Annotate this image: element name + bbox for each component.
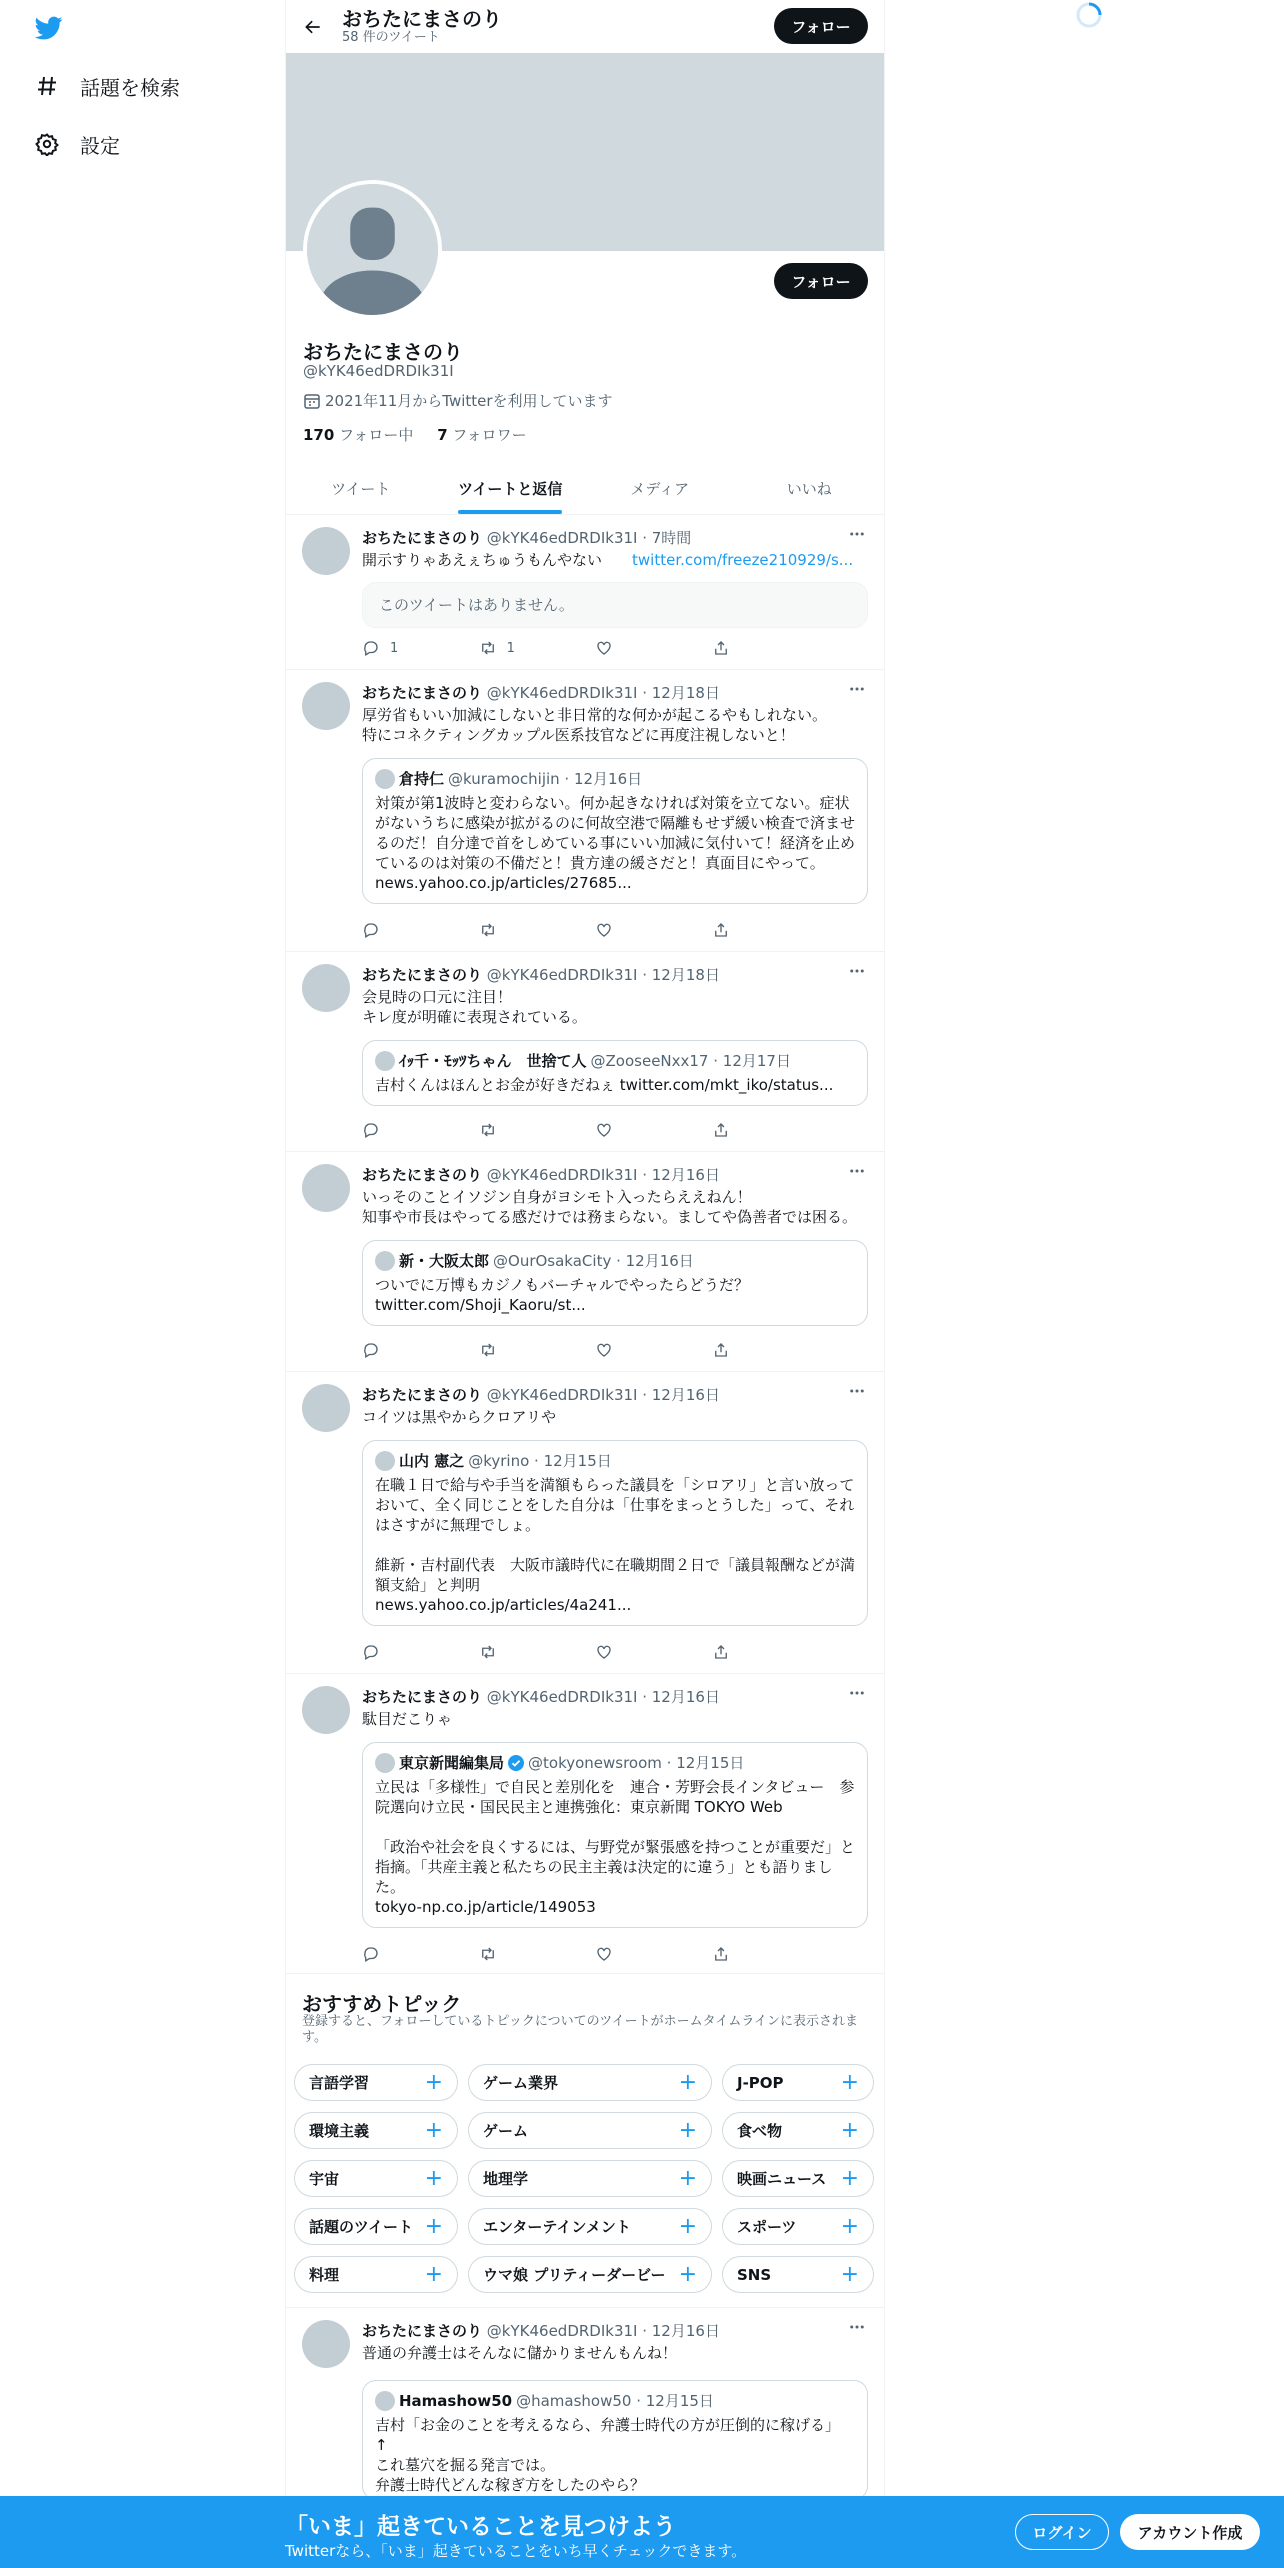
hashtag-icon <box>34 73 60 99</box>
retweet-icon <box>479 639 497 657</box>
tweet-author[interactable]: おちたにまさのり <box>362 529 483 547</box>
retweet-button[interactable] <box>479 1642 559 1662</box>
followers-label: フォロワー <box>452 426 527 444</box>
share-button[interactable] <box>712 1642 792 1662</box>
topics-title: おすすめトピック <box>302 1992 462 2016</box>
main-column <box>285 0 885 2568</box>
plus-icon[interactable]: + <box>840 2166 859 2191</box>
share-button[interactable] <box>712 1120 792 1140</box>
retweet-button[interactable] <box>479 1120 559 1140</box>
plus-icon[interactable]: + <box>678 2214 697 2239</box>
quote-author: 山内 憲之 <box>399 1452 465 1470</box>
tweet-header <box>362 527 691 548</box>
topic-chip[interactable] <box>294 2160 458 2197</box>
tweet-avatar[interactable] <box>302 527 350 575</box>
reply-icon <box>362 1121 380 1139</box>
quote-unavailable: このツイートはありません。 <box>362 582 868 628</box>
profile-stats <box>303 424 527 445</box>
tweet[interactable] <box>286 670 884 952</box>
tweet-header <box>362 1384 720 1405</box>
quote-avatar <box>375 1051 395 1071</box>
share-icon <box>712 921 730 939</box>
quote-text: 立民は「多様性」で自民と差別化を 連合・芳野会長インタビュー 参院選向け立民・国民民主と連携強化：東京新聞 TOKYO Web 「政治や社会を良くするには、与野党が緊張感を持つことが重要だ」と指摘。「共産主義と私たちの民主主義は決定的に違う」とも語りました。 tokyo-np.co.jp/article/149053 <box>375 1778 856 1916</box>
retweet-icon <box>479 1341 497 1359</box>
plus-icon[interactable]: + <box>678 2166 697 2191</box>
tweet-text: 駄目だこりゃ <box>362 1710 453 1728</box>
quote-meta: @kyrino · 12月15日 <box>468 1452 612 1470</box>
joined-text: 2021年11月からTwitterを利用しています <box>325 392 613 410</box>
retweet-button[interactable] <box>479 1340 559 1360</box>
quote-meta: @ZooseeNxx17 · 12月17日 <box>590 1052 791 1070</box>
tweet-avatar[interactable] <box>302 1686 350 1734</box>
tweet-author[interactable]: おちたにまさのり <box>362 684 483 702</box>
topic-label: 映画ニュース <box>737 2170 827 2188</box>
tweet-actions <box>362 1944 792 1964</box>
topic-label: エンターテインメント <box>483 2218 631 2236</box>
topics-subtitle: 登録すると、フォローしているトピックについてのツイートがホームタイムラインに表示されます。 <box>302 2014 859 2045</box>
quoted-tweet[interactable] <box>362 1040 868 1106</box>
like-button[interactable] <box>595 1120 675 1140</box>
followers-link[interactable] <box>437 426 526 444</box>
share-icon <box>712 1945 730 1963</box>
tweet[interactable] <box>286 2308 884 2496</box>
quote-text: 在職１日で給与や手当を満額もらった議員を「シロアリ」と言い放っておいて、全く同じことをした自分は「仕事をまっとうした」って、それはさすがに無理でしょ。 維新・吉村副代表 大阪市議時代に在職期間２日で「議員報酬などが満額支給」と判明 news.yahoo.co.jp/articles/4a241... <box>375 1476 856 1614</box>
login-button[interactable]: ログイン <box>1015 2514 1109 2550</box>
more-icon[interactable] <box>846 678 868 700</box>
more-icon[interactable] <box>846 1160 868 1182</box>
quoted-tweet[interactable] <box>362 1240 868 1326</box>
like-button[interactable] <box>595 1340 675 1360</box>
tab-tweets[interactable]: ツイート <box>331 479 391 498</box>
plus-icon[interactable]: + <box>424 2262 443 2287</box>
share-button[interactable] <box>712 638 792 658</box>
share-icon <box>712 1121 730 1139</box>
tweet-meta[interactable]: @kYK46edDRDIk31I · 12月16日 <box>486 1688 720 1706</box>
followers-count: 7 <box>437 426 448 444</box>
topic-chip[interactable] <box>294 2256 458 2293</box>
tweet-meta[interactable]: @kYK46edDRDIk31I · 12月16日 <box>486 1386 720 1404</box>
retweet-button[interactable] <box>479 920 559 940</box>
quote-text: 吉村くんはほんとお金が好きだねぇ twitter.com/mkt_iko/status... <box>375 1076 834 1094</box>
signup-banner-title: 「いま」起きていることを見つけよう <box>285 2514 676 2540</box>
like-icon <box>595 1945 613 1963</box>
signup-banner <box>0 2496 1284 2568</box>
following-label: フォロー中 <box>339 426 414 444</box>
tweet-actions <box>362 1642 792 1662</box>
quote-meta: @OurOsakaCity · 12月16日 <box>493 1252 694 1270</box>
topic-label: 食べ物 <box>737 2122 783 2140</box>
retweet-count: 1 <box>506 640 515 656</box>
retweet-icon <box>479 1945 497 1963</box>
share-button[interactable] <box>712 1340 792 1360</box>
quote-avatar <box>375 1753 395 1773</box>
topic-label: 言語学習 <box>309 2074 370 2092</box>
topic-chip[interactable] <box>722 2064 874 2101</box>
signup-button[interactable]: アカウント作成 <box>1120 2514 1260 2550</box>
quote-avatar <box>375 2391 395 2411</box>
share-icon <box>712 639 730 657</box>
tweet-avatar[interactable] <box>302 1164 350 1212</box>
reply-count: 1 <box>390 640 399 656</box>
tweet-header <box>362 1164 720 1185</box>
nav-item-settings[interactable] <box>34 124 120 164</box>
tab-likes[interactable]: いいね <box>786 479 832 498</box>
tweet-text: 厚労省もいい加減にしないと非日常的な何かが起こるやもしれない。 特にコネクティングカップル医系技官などに再度注視しないと！ <box>362 706 828 744</box>
quote-avatar <box>375 1251 395 1271</box>
topic-label: SNS <box>737 2265 772 2284</box>
quote-avatar <box>375 769 395 789</box>
more-icon[interactable] <box>846 1380 868 1402</box>
share-button[interactable] <box>712 1944 792 1964</box>
reply-button[interactable] <box>362 638 442 658</box>
reply-icon <box>362 1643 380 1661</box>
quote-author: 東京新聞編集局 <box>399 1754 505 1772</box>
like-icon <box>595 1643 613 1661</box>
tweet-actions <box>362 920 792 940</box>
recommended-topics <box>286 1974 884 2308</box>
top-bar <box>286 0 884 53</box>
tweet-link[interactable]: twitter.com/freeze210929/s... <box>632 551 854 569</box>
tweet-author[interactable]: おちたにまさのり <box>362 1166 483 1184</box>
like-icon <box>595 921 613 939</box>
share-button[interactable] <box>712 920 792 940</box>
reply-button[interactable] <box>362 1340 442 1360</box>
quote-text: 吉村「お金のことを考えるなら、弁護士時代の方が圧倒的に稼げる」 ↑ これ墓穴を掘る発言では。 弁護士時代どんな稼ぎ方をしたのやら？ <box>375 2416 841 2494</box>
quote-text: 対策が第1波時と変わらない。何か起きなければ対策を立てない。症状がないうちに感染が拡がるのに何故空港で隔離もせず緩い検査で済ませるのだ！自分達で首をしめている事にいい加減に気付いて！経済を止めているのは対策の不備だと！貴方達の緩さだと！真面目にやって。 news.yahoo.co.jp/articles/27685... <box>375 794 856 892</box>
tweet[interactable] <box>286 515 884 670</box>
topic-chip[interactable] <box>722 2160 874 2197</box>
signup-banner-subtitle: Twitterなら、「いま」起きていることをいち早くチェックできます。 <box>285 2542 747 2560</box>
like-button[interactable] <box>595 638 675 658</box>
follow-button[interactable]: フォロー <box>774 263 868 299</box>
tweet-avatar[interactable] <box>302 964 350 1012</box>
plus-icon[interactable]: + <box>840 2070 859 2095</box>
like-icon <box>595 639 613 657</box>
plus-icon[interactable]: + <box>678 2262 697 2287</box>
tweet-author[interactable]: おちたにまさのり <box>362 1688 483 1706</box>
quoted-tweet[interactable] <box>362 2380 868 2500</box>
tweet-text: 普通の弁護士はそんなに儲かりませんもんね！ <box>362 2344 678 2362</box>
topic-chip[interactable] <box>294 2064 458 2101</box>
tweet-meta[interactable]: @kYK46edDRDIk31I · 12月18日 <box>486 966 720 984</box>
nav-item-explore[interactable] <box>34 66 180 106</box>
reply-button[interactable] <box>362 1642 442 1662</box>
plus-icon[interactable]: + <box>840 2262 859 2287</box>
tweet[interactable] <box>286 1152 884 1372</box>
tweet[interactable] <box>286 1372 884 1674</box>
topic-chip[interactable] <box>468 2112 712 2149</box>
tweet-avatar[interactable] <box>302 682 350 730</box>
reply-icon <box>362 1945 380 1963</box>
share-icon <box>712 1643 730 1661</box>
profile-name: おちたにまさのり <box>303 340 463 364</box>
tweet[interactable] <box>286 1674 884 1974</box>
tweet-meta[interactable]: @kYK46edDRDIk31I · 7時間 <box>486 529 692 547</box>
tweet-header <box>362 682 720 703</box>
tweet-text-content: 開示すりゃあえぇちゅうもんやない <box>362 551 603 569</box>
reply-button[interactable] <box>362 1120 442 1140</box>
topic-chip[interactable] <box>468 2208 712 2245</box>
quoted-tweet[interactable] <box>362 1440 868 1626</box>
topic-chip[interactable] <box>468 2160 712 2197</box>
plus-icon[interactable]: + <box>840 2214 859 2239</box>
tweet-actions <box>362 1340 792 1360</box>
tweet-text: コイツは黒やからクロアリや <box>362 1408 556 1426</box>
tweet-avatar[interactable] <box>302 1384 350 1432</box>
topic-label: 宇宙 <box>309 2170 340 2188</box>
plus-icon[interactable]: + <box>840 2118 859 2143</box>
profile-tabs <box>286 462 884 515</box>
nav-item-settings-label: 設定 <box>80 133 120 158</box>
quote-author: 倉持仁 <box>399 770 445 788</box>
plus-icon[interactable]: + <box>424 2214 443 2239</box>
nav-item-explore-label: 話題を検索 <box>80 75 180 100</box>
tweet-text: 会見時の口元に注目！ キレ度が明確に表現されている。 <box>362 988 587 1026</box>
tweet-count: 58 件のツイート <box>342 30 440 45</box>
topic-label: ウマ娘 プリティーダービー <box>483 2266 666 2284</box>
more-icon[interactable] <box>846 523 868 545</box>
quote-meta: @kuramochijin · 12月16日 <box>448 770 643 788</box>
more-icon[interactable] <box>846 1682 868 1704</box>
more-icon[interactable] <box>846 2316 868 2338</box>
tweet-author[interactable]: おちたにまさのり <box>362 1386 483 1404</box>
quote-author: Hamashow50 <box>399 2392 513 2410</box>
tab-tweets-and-replies[interactable]: ツイートと返信 <box>436 462 586 514</box>
topic-label: 環境主義 <box>309 2122 370 2140</box>
quote-meta: @hamashow50 · 12月15日 <box>516 2392 714 2410</box>
topic-label: 地理学 <box>483 2170 529 2188</box>
quote-text: ついでに万博もカジノもバーチャルでやったらどうだ？ twitter.com/Shoji_Kaoru/st... <box>375 1276 749 1314</box>
topbar-profile-name: おちたにまさのり <box>342 7 502 31</box>
like-button[interactable] <box>595 1944 675 1964</box>
avatar[interactable] <box>303 180 442 319</box>
twitter-logo-icon[interactable] <box>34 14 64 42</box>
topic-chip[interactable] <box>294 2112 458 2149</box>
quote-avatar <box>375 1451 395 1471</box>
verified-icon <box>508 1755 524 1771</box>
tweet-text: いっそのことイソジン自身がヨシモト入ったらええねん！ 知事や市長はやってる感だけでは務まらない。ましてや偽善者では困る。 <box>362 1188 858 1226</box>
like-button[interactable] <box>595 920 675 940</box>
profile-joined <box>303 390 613 411</box>
plus-icon[interactable]: + <box>424 2166 443 2191</box>
topic-chip[interactable] <box>722 2256 874 2293</box>
tweet-author[interactable]: おちたにまさのり <box>362 966 483 984</box>
more-icon[interactable] <box>846 960 868 982</box>
retweet-button[interactable] <box>479 638 559 658</box>
quoted-tweet[interactable] <box>362 758 868 904</box>
retweet-icon <box>479 1643 497 1661</box>
retweet-icon <box>479 921 497 939</box>
plus-icon[interactable]: + <box>678 2118 697 2143</box>
quote-meta: @tokyonewsroom · 12月15日 <box>528 1754 745 1772</box>
profile-handle: @kYK46edDRDIk31I <box>303 362 454 380</box>
tweet-header <box>362 964 720 985</box>
topic-chip[interactable] <box>722 2208 874 2245</box>
plus-icon[interactable]: + <box>424 2118 443 2143</box>
topic-label: 話題のツイート <box>309 2218 413 2236</box>
plus-icon[interactable]: + <box>678 2070 697 2095</box>
tweet-header <box>362 1686 720 1707</box>
like-icon <box>595 1341 613 1359</box>
following-count: 170 <box>303 426 335 444</box>
tweet-text <box>362 550 872 570</box>
topic-chip[interactable] <box>468 2256 712 2293</box>
reply-button[interactable] <box>362 920 442 940</box>
tab-media[interactable]: メディア <box>630 479 690 498</box>
back-arrow-icon[interactable] <box>298 12 328 42</box>
spinner-icon <box>1076 2 1102 28</box>
following-link[interactable] <box>303 426 413 444</box>
quoted-tweet[interactable] <box>362 1742 868 1928</box>
reply-icon <box>362 639 380 657</box>
calendar-icon <box>303 392 321 410</box>
topic-label: スポーツ <box>737 2218 797 2236</box>
like-icon <box>595 1121 613 1139</box>
retweet-icon <box>479 1121 497 1139</box>
tweet[interactable] <box>286 952 884 1152</box>
topic-chip[interactable] <box>722 2112 874 2149</box>
quote-author: ｲｯ千・ﾓｯﾂちゃん 世捨て人 <box>399 1052 587 1070</box>
reply-icon <box>362 921 380 939</box>
tweet-avatar[interactable] <box>302 2320 350 2368</box>
tweet-author[interactable]: おちたにまさのり <box>362 2322 483 2340</box>
tweet-meta[interactable]: @kYK46edDRDIk31I · 12月16日 <box>486 2322 720 2340</box>
tweet-actions <box>362 1120 792 1140</box>
like-button[interactable] <box>595 1642 675 1662</box>
topic-chip[interactable] <box>468 2064 712 2101</box>
topic-label: ゲーム業界 <box>483 2074 559 2092</box>
gear-icon <box>34 131 60 157</box>
topic-label: J-POP <box>737 2073 784 2092</box>
topic-chip[interactable] <box>294 2208 458 2245</box>
share-icon <box>712 1341 730 1359</box>
tweet-header <box>362 2320 720 2341</box>
reply-icon <box>362 1341 380 1359</box>
topic-label: 料理 <box>309 2266 340 2284</box>
tweet-meta[interactable]: @kYK46edDRDIk31I · 12月16日 <box>486 1166 720 1184</box>
plus-icon[interactable]: + <box>424 2070 443 2095</box>
topic-label: ゲーム <box>483 2122 529 2140</box>
tweet-meta[interactable]: @kYK46edDRDIk31I · 12月18日 <box>486 684 720 702</box>
retweet-button[interactable] <box>479 1944 559 1964</box>
reply-button[interactable] <box>362 1944 442 1964</box>
quote-author: 新・大阪太郎 <box>399 1252 490 1270</box>
tweet-actions <box>362 638 792 658</box>
topbar-follow-button[interactable]: フォロー <box>774 8 868 44</box>
